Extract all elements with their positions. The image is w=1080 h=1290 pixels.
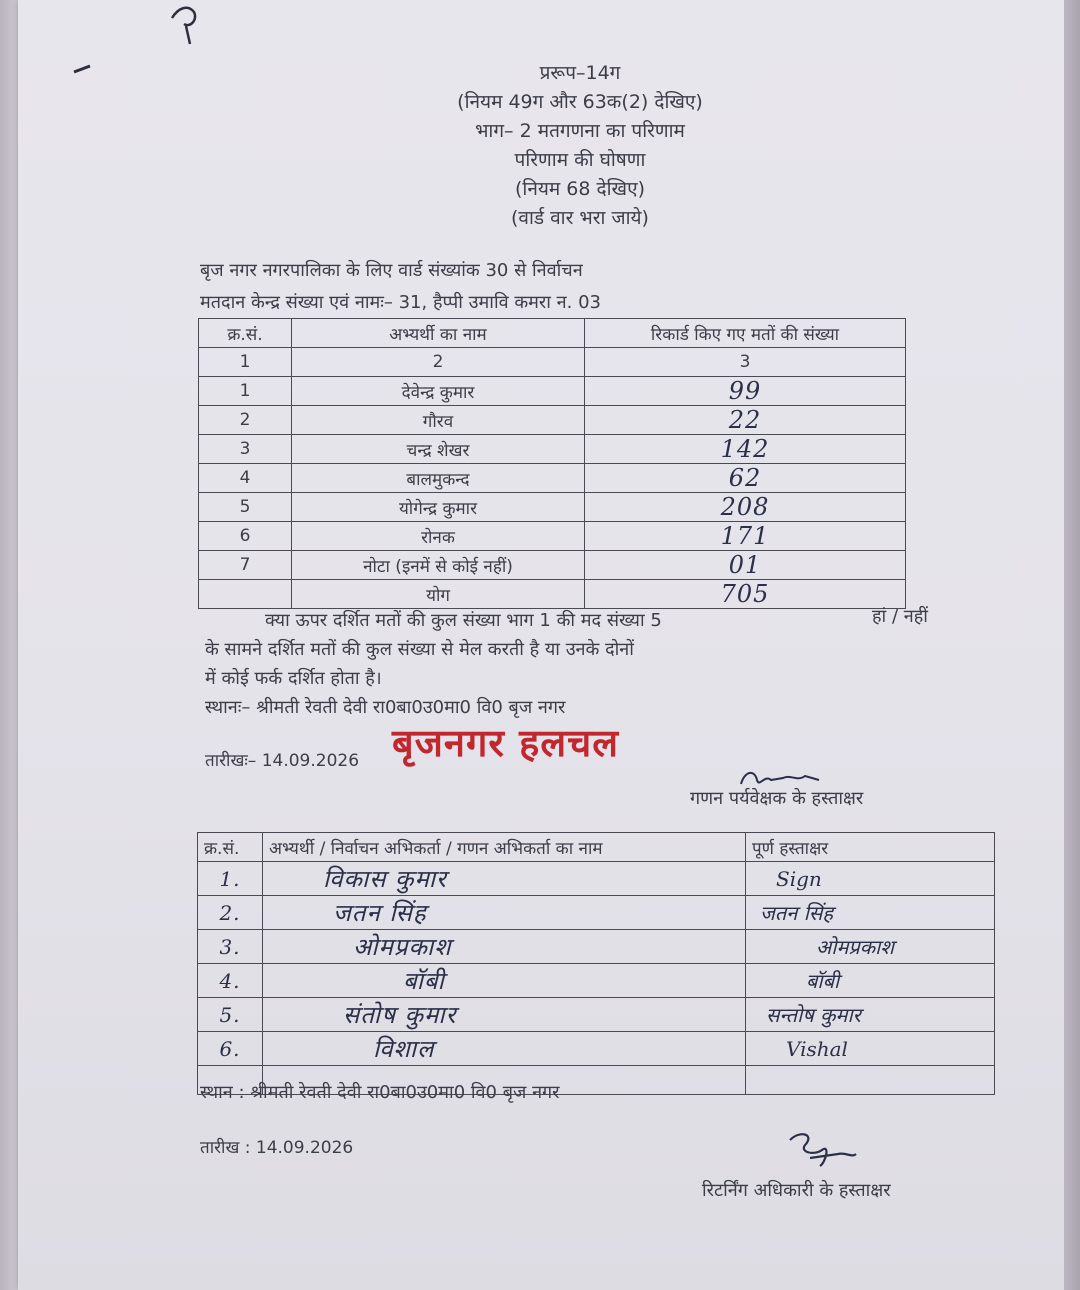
total-sn-blank (199, 580, 292, 609)
agent-sn: 6. (198, 1032, 263, 1066)
candidate-name: चन्द्र शेखर (292, 435, 585, 464)
agent-signature: सन्तोष कुमार (746, 998, 995, 1032)
agent-name: संतोष कुमार (263, 998, 746, 1032)
table-row (199, 522, 906, 551)
vote-count: 99 (585, 377, 906, 406)
agent-sn: 3. (198, 930, 263, 964)
agent-sn: 2. (198, 896, 263, 930)
table-row (198, 896, 995, 930)
candidate-name: नोटा (इनमें से कोई नहीं) (292, 551, 585, 580)
candidate-name: योगेन्द्र कुमार (292, 493, 585, 522)
agents-header-name: अभ्यर्थी / निर्वाचन अभिकर्ता / गणन अभिकर्ता का नाम (263, 833, 746, 862)
vote-count: 01 (585, 551, 906, 580)
question-line-1: क्या ऊपर दर्शित मतों की कुल संख्या भाग 1 की मद संख्या 5 (265, 610, 662, 631)
date-line-1: तारीखः– 14.09.2026 (205, 751, 360, 771)
row-sn: 4 (199, 464, 292, 493)
place-line-1: स्थानः– श्रीमती रेवती देवी रा0बा0उ0मा0 वि0 बृज नगर (205, 697, 566, 718)
total-row (199, 580, 906, 609)
table-row (199, 493, 906, 522)
agent-name: विशाल (263, 1032, 746, 1066)
rule-reference: (नियम 49ग और 63क(2) देखिए) (457, 91, 703, 113)
agents-header-sn: क्र.सं. (198, 833, 263, 862)
vote-count: 142 (585, 435, 906, 464)
question-line-2: के सामने दर्शित मतों की कुल संख्या से मेल करती है या उनके दोनों (205, 639, 634, 660)
polling-station-line: मतदान केन्द्र संख्या एवं नामः– 31, हैप्पी उमावि कमरा न. 03 (200, 292, 602, 313)
agents-header-row (198, 833, 995, 862)
table-row (199, 377, 906, 406)
declaration-title: परिणाम की घोषणा (514, 149, 646, 171)
agent-sn: 4. (198, 964, 263, 998)
candidate-name: गौरव (292, 406, 585, 435)
total-votes: 705 (585, 580, 906, 609)
agent-signature: बॉबी (746, 964, 995, 998)
agent-signature: जतन सिंह (746, 896, 995, 930)
candidate-name: बालमुकन्द (292, 464, 585, 493)
returning-officer-signature-icon (780, 1128, 870, 1178)
page-left-edge (0, 0, 18, 1290)
row-sn: 7 (199, 551, 292, 580)
vote-count: 22 (585, 406, 906, 435)
row-sn: 2 (199, 406, 292, 435)
table-row (198, 862, 995, 896)
header-votes: रिकार्ड किए गए मतों की संख्या (585, 319, 906, 348)
agents-header-sign: पूर्ण हस्ताक्षर (746, 833, 995, 862)
agent-name: ओमप्रकाश (263, 930, 746, 964)
table-row (198, 964, 995, 998)
ward-line: बृज नगर नगरपालिका के लिए वार्ड संख्यांक 30 से निर्वाचन (200, 260, 583, 281)
agent-signature: ओमप्रकाश (746, 930, 995, 964)
date-line-2: तारीख : 14.09.2026 (200, 1138, 354, 1158)
candidate-name: रोनक (292, 522, 585, 551)
row-sn: 1 (199, 377, 292, 406)
agent-name: जतन सिंह (263, 896, 746, 930)
agent-sn: 1. (198, 862, 263, 896)
column-number-row (199, 348, 906, 377)
agent-signature: Vishal (746, 1032, 995, 1066)
row-sn: 5 (199, 493, 292, 522)
results-table (198, 318, 906, 609)
empty-cell (746, 1066, 995, 1095)
vote-count: 62 (585, 464, 906, 493)
wardwise-note: (वार्ड वार भरा जाये) (511, 207, 649, 229)
part-title: भाग– 2 मतगणना का परिणाम (475, 120, 685, 142)
total-label: योग (292, 580, 585, 609)
row-sn: 3 (199, 435, 292, 464)
table-row (199, 406, 906, 435)
vote-count: 171 (585, 522, 906, 551)
results-header-row (199, 319, 906, 348)
table-row (199, 464, 906, 493)
watermark-stamp: बृजनगर हलचल (392, 721, 619, 765)
candidate-name: देवेन्द्र कुमार (292, 377, 585, 406)
question-answer: हां / नहीं (872, 606, 928, 627)
supervisor-signature-label: गणन पर्यवेक्षक के हस्ताक्षर (690, 788, 864, 809)
agent-name: विकास कुमार (263, 862, 746, 896)
vote-count: 208 (585, 493, 906, 522)
question-line-3: में कोई फर्क दर्शित होता है। (205, 668, 382, 689)
returning-officer-label: रिटर्निंग अधिकारी के हस्ताक्षर (702, 1180, 891, 1201)
agent-signature: Sign (746, 862, 995, 896)
table-row (199, 551, 906, 580)
table-row (198, 930, 995, 964)
rule68-reference: (नियम 68 देखिए) (515, 178, 645, 200)
header-candidate: अभ्यर्थी का नाम (292, 319, 585, 348)
table-row (198, 998, 995, 1032)
place-line-2: स्थान : श्रीमती रेवती देवी रा0बा0उ0मा0 वि0 बृज नगर (200, 1082, 560, 1103)
col-number-2: 2 (292, 348, 585, 377)
col-number-1: 1 (199, 348, 292, 377)
table-row (198, 1032, 995, 1066)
col-number-3: 3 (585, 348, 906, 377)
row-sn: 6 (199, 522, 292, 551)
agent-name: बॉबी (263, 964, 746, 998)
table-row (199, 435, 906, 464)
agents-table (197, 832, 995, 1095)
agent-sn: 5. (198, 998, 263, 1032)
form-number: प्ररूप–14ग (539, 62, 621, 84)
header-sn: क्र.सं. (199, 319, 292, 348)
